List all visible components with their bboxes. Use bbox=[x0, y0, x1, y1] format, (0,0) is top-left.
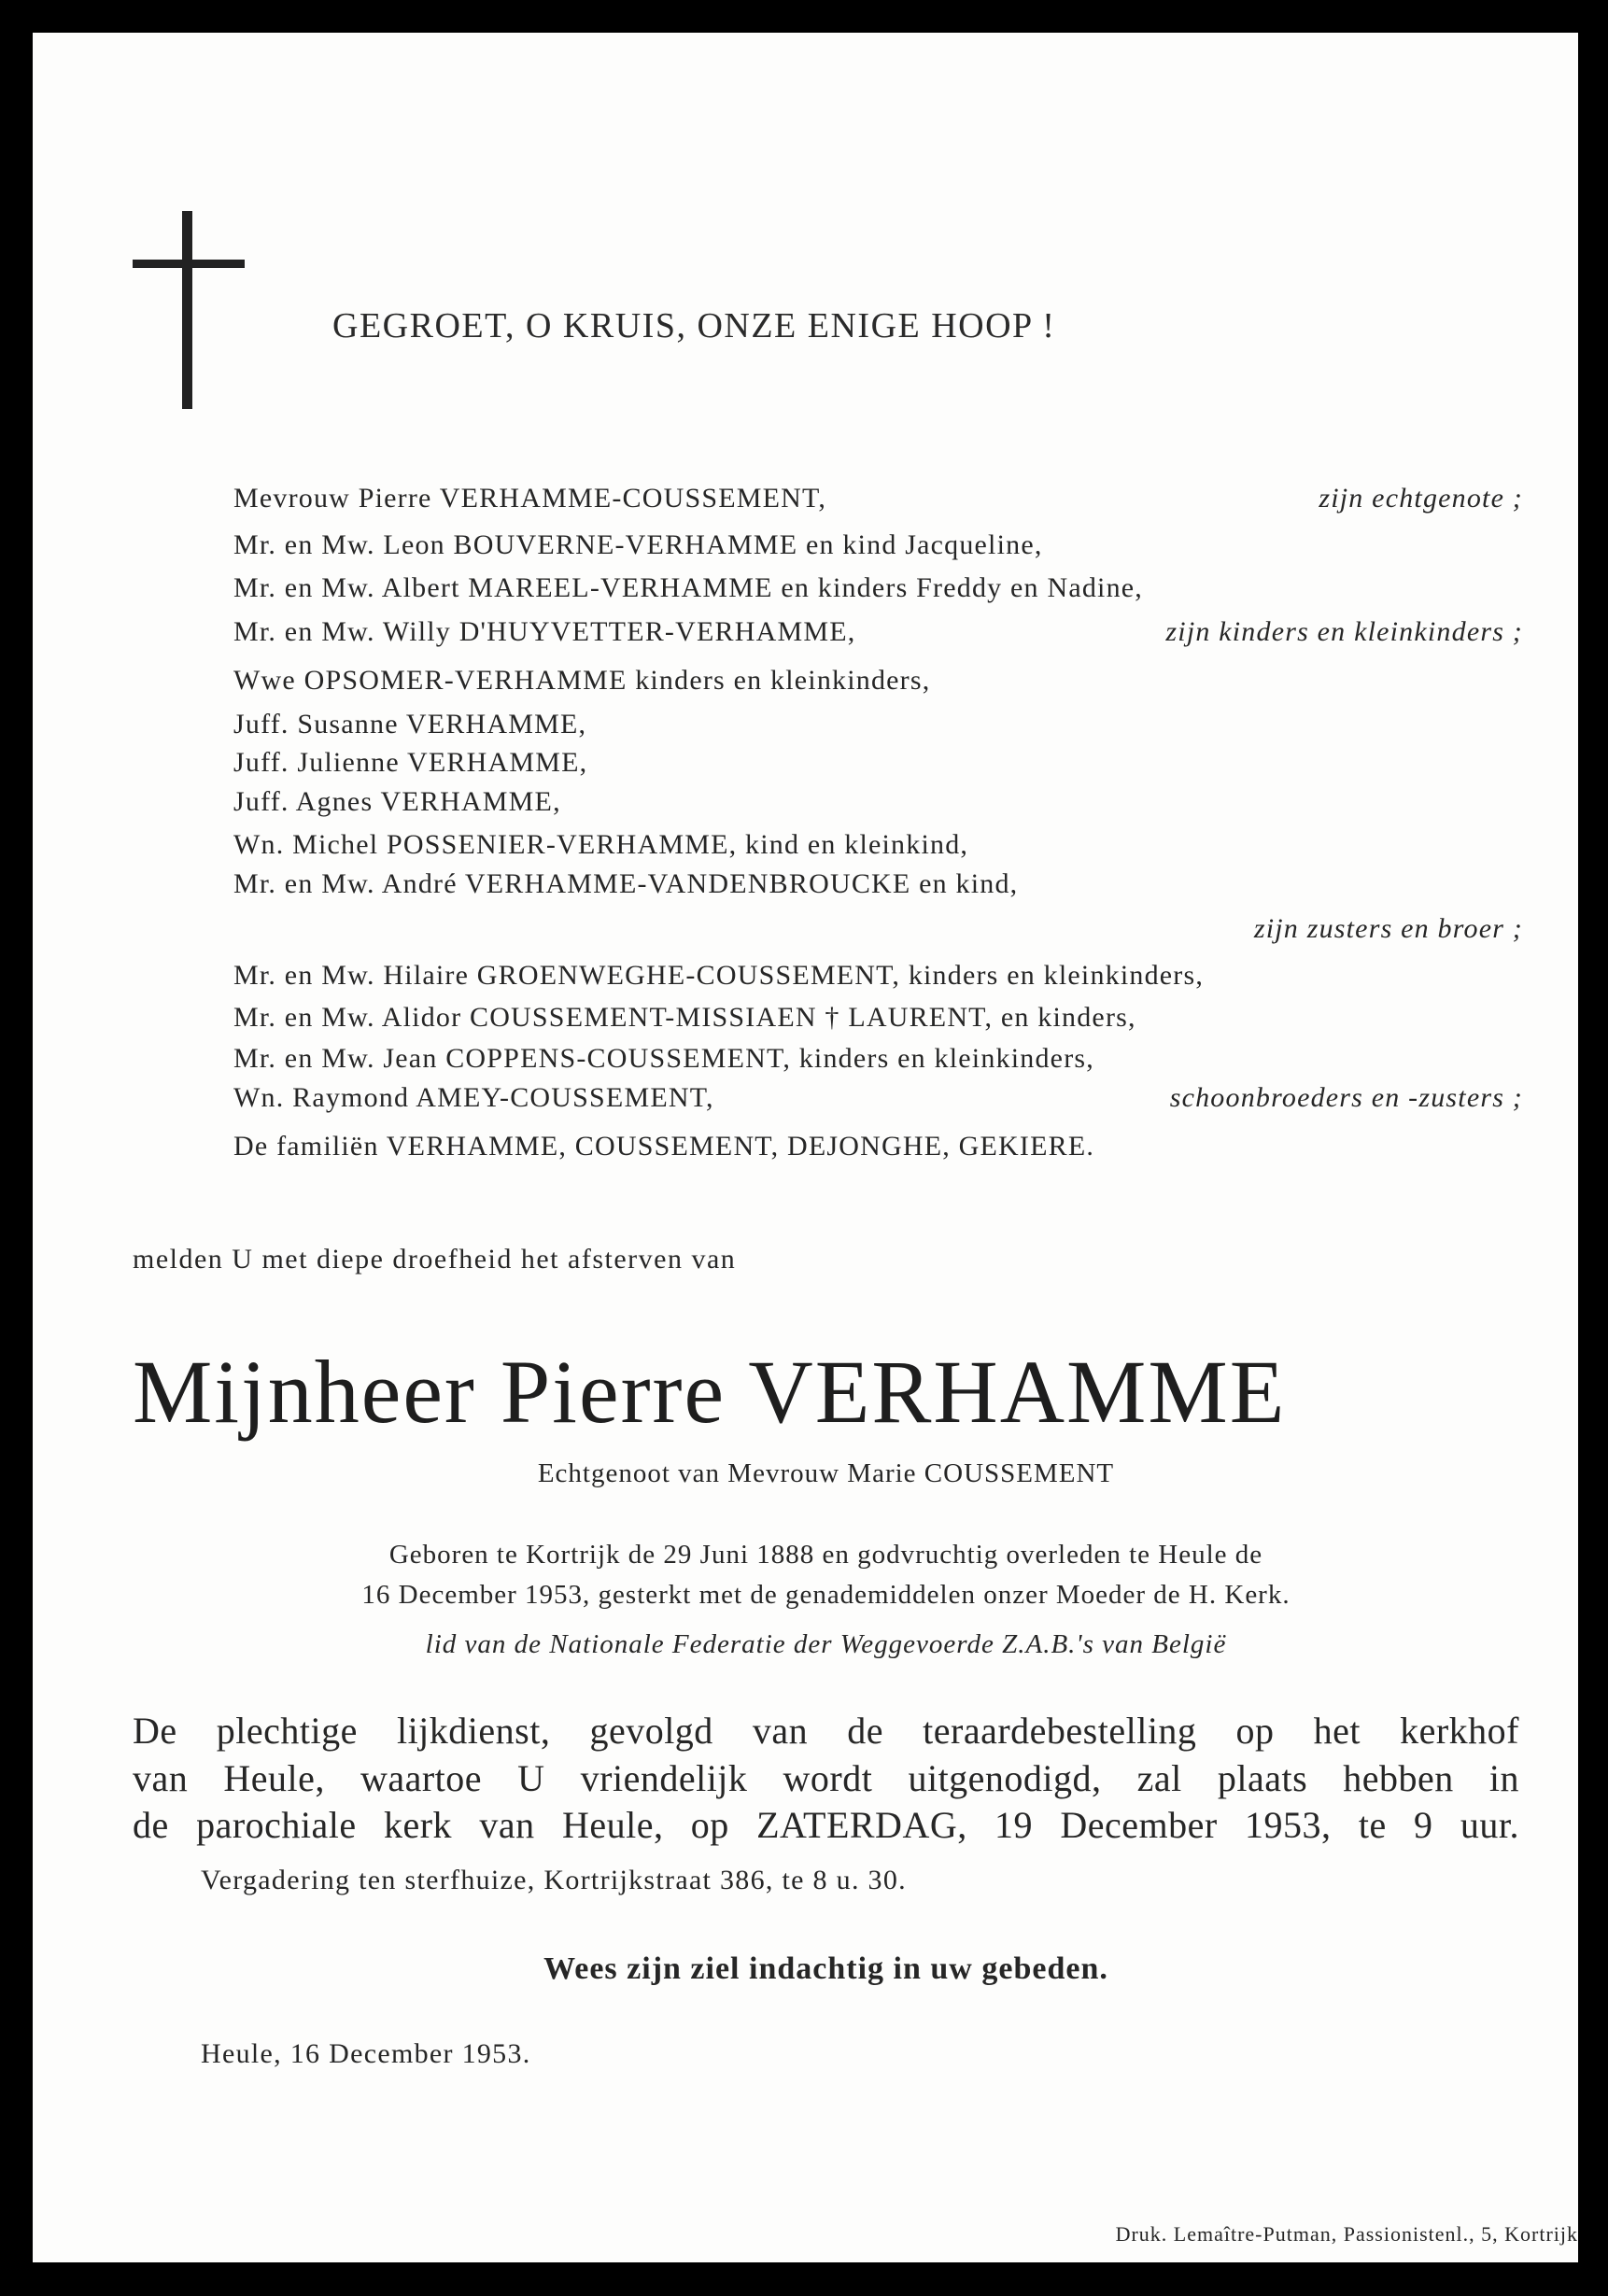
family-member-name: Juff. Agnes VERHAMME, bbox=[233, 786, 561, 817]
family-member-name: Wn. Raymond AMEY-COUSSEMENT, bbox=[233, 1082, 714, 1113]
birth-death-line-2: 16 December 1953, gesterkt met de genademiddelen onzer Moeder de H. Kerk. bbox=[361, 1580, 1291, 1610]
family-relation: zijn echtgenote ; bbox=[1319, 483, 1523, 514]
spouse-line: Echtgenoot van Mevrouw Marie COUSSEMENT bbox=[537, 1458, 1115, 1488]
family-member-name: Juff. Susanne VERHAMME, bbox=[233, 709, 587, 740]
family-member-row bbox=[233, 1043, 1523, 1080]
funeral-line-2: van Heule, waartoe U vriendelijk wordt uitgenodigd, zal plaats hebben in bbox=[133, 1757, 1519, 1799]
family-member-row bbox=[233, 786, 1523, 824]
family-member-name: Mr. en Mw. Willy D'HUYVETTER-VERHAMME, bbox=[233, 616, 856, 647]
funeral-line-3: de parochiale kerk van Heule, op ZATERDAG, 19 December 1953, te 9 uur. bbox=[133, 1804, 1519, 1846]
announcement-text: melden U met diepe droefheid het afsterven van bbox=[133, 1244, 737, 1275]
family-member-row bbox=[233, 483, 1523, 520]
printer-credit: Druk. Lemaître-Putman, Passionistenl., 5, Kortrijk bbox=[1115, 2222, 1578, 2246]
family-member-name: Wn. Michel POSSENIER-VERHAMME, kind en kleinkind, bbox=[233, 829, 969, 860]
prayer-line: Wees zijn ziel indachtig in uw gebeden. bbox=[543, 1951, 1108, 1986]
family-member-name: Mr. en Mw. Jean COPPENS-COUSSEMENT, kinders en kleinkinders, bbox=[233, 1043, 1094, 1074]
family-relation: schoonbroeders en -zusters ; bbox=[1169, 1082, 1523, 1113]
family-member-name: Mr. en Mw. Hilaire GROENWEGHE-COUSSEMENT, kinders en kleinkinders, bbox=[233, 960, 1205, 991]
family-member-row bbox=[233, 960, 1523, 997]
family-member-name: Juff. Julienne VERHAMME, bbox=[233, 747, 588, 778]
family-member-name: Mevrouw Pierre VERHAMME-COUSSEMENT, bbox=[233, 483, 827, 514]
family-member-row bbox=[233, 665, 1523, 702]
family-member-name: Mr. en Mw. André VERHAMME-VANDENBROUCKE en kind, bbox=[233, 868, 1019, 899]
family-member-name: Wwe OPSOMER-VERHAMME kinders en kleinkinders, bbox=[233, 665, 931, 696]
family-member-row bbox=[233, 1131, 1523, 1168]
family-member-row bbox=[233, 529, 1523, 567]
funeral-line-1: De plechtige lijkdienst, gevolgd van de teraardebestelling op het kerkhof bbox=[133, 1710, 1519, 1752]
family-member-row bbox=[233, 572, 1523, 610]
invocation-heading: GEGROET, O KRUIS, ONZE ENIGE HOOP ! bbox=[332, 306, 1056, 345]
family-member-row bbox=[233, 1002, 1523, 1039]
deceased-name-title: Mijnheer Pierre VERHAMME bbox=[133, 1342, 1287, 1442]
family-member-row bbox=[233, 616, 1523, 654]
family-member-row bbox=[233, 1082, 1523, 1120]
family-relation: zijn zusters en broer ; bbox=[1253, 913, 1523, 944]
family-member-name: Mr. en Mw. Alidor COUSSEMENT-MISSIAEN † LAURENT, en kinders, bbox=[233, 1002, 1136, 1033]
place-date: Heule, 16 December 1953. bbox=[201, 2038, 531, 2069]
family-member-row bbox=[233, 709, 1523, 746]
family-member-row bbox=[233, 829, 1523, 866]
family-member-name: De familiën VERHAMME, COUSSEMENT, DEJONGHE, GEKIERE. bbox=[233, 1131, 1095, 1162]
family-member-name: Mr. en Mw. Leon BOUVERNE-VERHAMME en kind Jacqueline, bbox=[233, 529, 1043, 560]
birth-death-line-1: Geboren te Kortrijk de 29 Juni 1888 en godvruchtig overleden te Heule de bbox=[388, 1540, 1263, 1570]
family-member-row bbox=[233, 868, 1523, 906]
family-member-row bbox=[233, 747, 1523, 784]
gathering-line: Vergadering ten sterfhuize, Kortrijkstraat 386, te 8 u. 30. bbox=[201, 1865, 907, 1895]
family-member-row bbox=[233, 913, 1523, 951]
family-member-name: Mr. en Mw. Albert MAREEL-VERHAMME en kinders Freddy en Nadine, bbox=[233, 572, 1143, 603]
death-notice-card bbox=[33, 33, 1578, 2262]
family-relation: zijn kinders en kleinkinders ; bbox=[1165, 616, 1523, 647]
membership-line: lid van de Nationale Federatie der Weggevoerde Z.A.B.'s van België bbox=[425, 1629, 1227, 1659]
